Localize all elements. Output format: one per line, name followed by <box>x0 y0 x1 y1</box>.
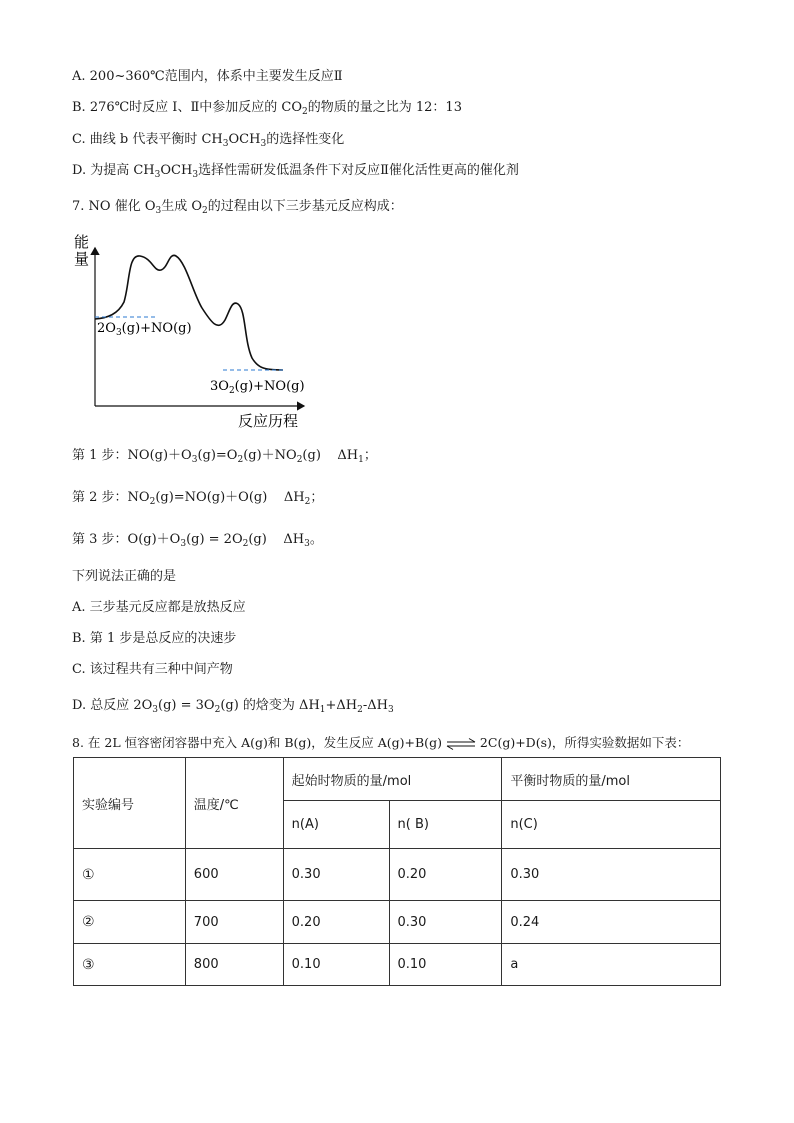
table-row <box>74 944 721 986</box>
step-3: 第 3 步：$O(g)+O_3(g) = 2O_2(g)$ $\Delta H_3$。 <box>72 532 323 549</box>
step-1: 第 1 步：$NO(g)+O_3(g)=O_2(g)+NO_2(g)$ $\Delta H_1$； <box>72 448 377 465</box>
header-eq-amount: 平衡时物质的量/mol <box>502 758 721 801</box>
header-nb: n( B) <box>389 801 502 849</box>
table-row <box>74 849 721 901</box>
experiment-table <box>73 757 721 986</box>
cell-nc: 0.30 <box>502 849 721 901</box>
cell-nb: 0.30 <box>389 901 502 944</box>
q7-option-c: C. 该过程共有三种中间产物 <box>72 662 233 677</box>
y-label-1: 能 <box>74 233 90 251</box>
end-label: $3O_2(g)+NO(g)$ <box>210 379 305 396</box>
cell-nb: 0.10 <box>389 944 502 986</box>
option-b: B. 276℃时反应 Ⅰ、Ⅱ中参加反应的 $CO_2$的物质的量之比为 12：13 <box>72 100 462 117</box>
q7-option-d: D. 总反应 $2O_3(g) = 3O_2(g)$ 的焓变为 $\Delta H_1+\Delta H_2-\Delta H_3$ <box>72 698 394 715</box>
cell-exp-no: ② <box>74 901 186 944</box>
option-c: C. 曲线 b 代表平衡时 $CH_3OCH_3$的选择性变化 <box>72 132 345 149</box>
step-2: 第 2 步：$NO_2(g)=NO(g)+O(g)$ $\Delta H_2$； <box>72 490 324 507</box>
y-label-2: 量 <box>74 250 90 268</box>
cell-na: 0.10 <box>283 944 389 986</box>
question-7-prompt: 下列说法正确的是 <box>72 569 177 584</box>
cell-nc: 0.24 <box>502 901 721 944</box>
x-label: 反应历程 <box>238 412 299 430</box>
header-temp: 温度/℃ <box>185 758 283 849</box>
table-header-row <box>74 758 721 801</box>
cell-na: 0.20 <box>283 901 389 944</box>
option-d: D. 为提高 $CH_3OCH_3$选择性需研发低温条件下对反应Ⅱ催化活性更高的催化剂 <box>72 163 519 180</box>
cell-exp-no: ① <box>74 849 186 901</box>
equilibrium-arrow-icon <box>446 738 476 750</box>
cell-nc: a <box>502 944 721 986</box>
table-row <box>74 901 721 944</box>
cell-exp-no: ③ <box>74 944 186 986</box>
header-nc: n(C) <box>502 801 721 849</box>
cell-na: 0.30 <box>283 849 389 901</box>
header-exp-no: 实验编号 <box>74 758 186 849</box>
cell-temp: 800 <box>185 944 283 986</box>
start-label: $2O_3(g)+NO(g)$ <box>97 321 192 338</box>
cell-temp: 700 <box>185 901 283 944</box>
cell-temp: 600 <box>185 849 283 901</box>
option-a: A. 200~360℃范围内，体系中主要发生反应Ⅱ <box>72 69 343 84</box>
q7-option-b: B. 第 1 步是总反应的决速步 <box>72 631 237 646</box>
cell-nb: 0.20 <box>389 849 502 901</box>
q7-option-a: A. 三步基元反应都是放热反应 <box>72 600 246 615</box>
question-7-stem: 7. NO 催化 $O_3$生成 $O_2$的过程由以下三步基元反应构成： <box>72 199 403 216</box>
header-start-amount: 起始时物质的量/mol <box>283 758 502 801</box>
header-na: n(A) <box>283 801 389 849</box>
energy-curve <box>95 255 283 370</box>
energy-diagram <box>68 228 328 432</box>
question-8-stem: 8. 在 2L 恒容密闭容器中充入 A(g)和 B(g)，发生反应 A(g)+B(g) 2C(g)+D(s)，所得实验数据如下表： <box>72 735 690 750</box>
